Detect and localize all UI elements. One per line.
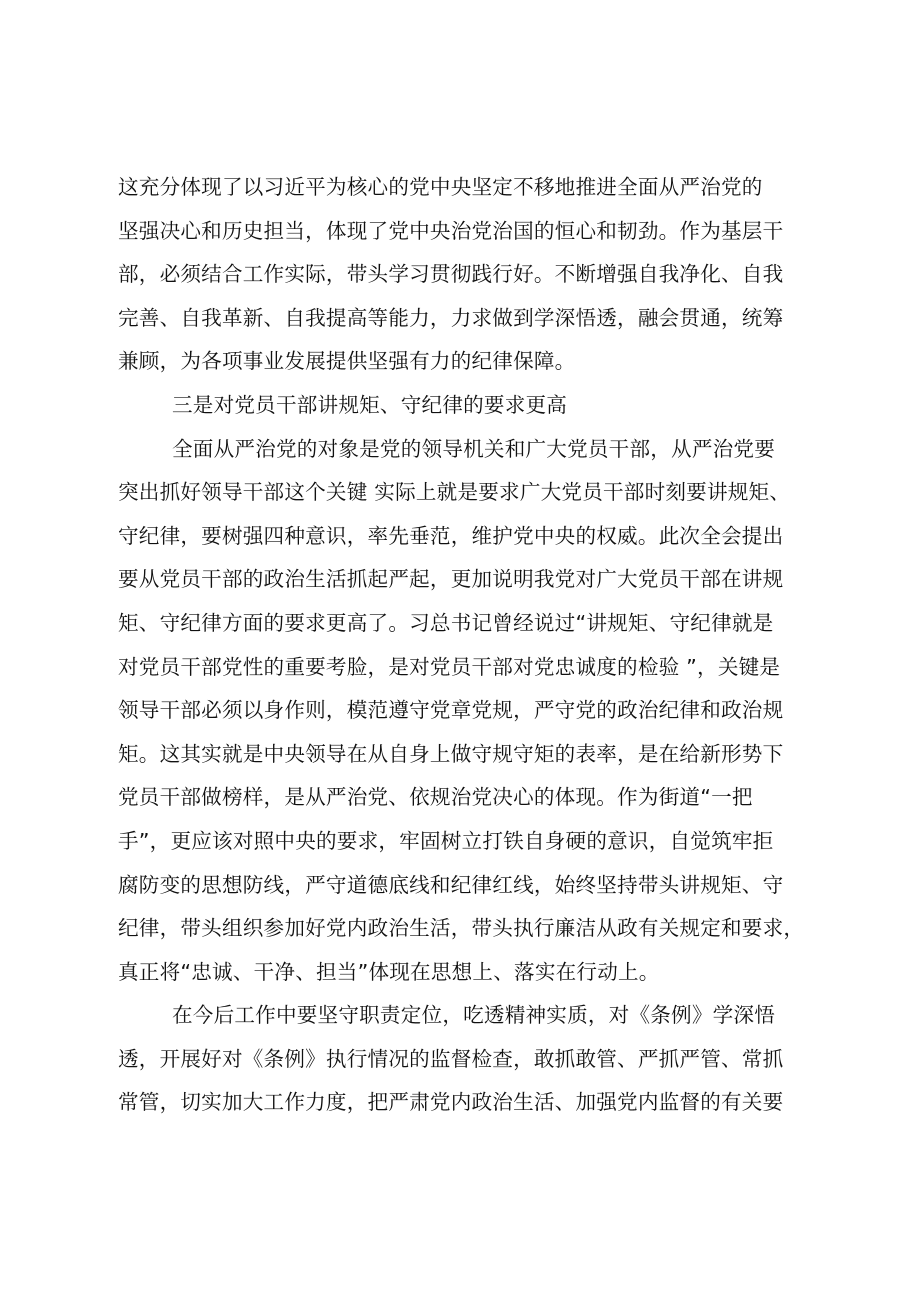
text-line: 守纪律，要树强四种意识，率先垂范，维护党中央的权威。此次全会提出 bbox=[118, 523, 784, 548]
text-line: 对党员干部党性的重要考脸，是对党员干部对党忠诚度的检验 ”，关键是 bbox=[118, 654, 781, 679]
text-line: 腐防变的思想防线，严守道德底线和纪律红线，始终坚持带头讲规矩、守 bbox=[118, 872, 784, 897]
text-line: 党员干部做榜样，是从严治党、依规治党决心的体现。作为街道“一把 bbox=[118, 785, 753, 810]
text-line: 突出抓好领导干部这个关键 实际上就是要求广大党员干部时刻要讲规矩、 bbox=[118, 480, 791, 505]
text-line: 纪律，带头组织参加好党内政治生活，带头执行廉洁从政有关规定和要求， bbox=[118, 916, 805, 941]
text-line: 这充分体现了以习近平为核心的党中央坚定不移地推进全面从严治党的 bbox=[118, 175, 763, 199]
text-line: 坚强决心和历史担当，体现了党中央治党治国的恒心和韧劲。作为基层干 bbox=[118, 218, 784, 243]
text-line: 常管，切实加大工作力度，把严肃党内政治生活、加强党内监督的有关要 bbox=[118, 1090, 784, 1115]
text-line: 部，必须结合工作实际，带头学习贯彻践行好。不断增强自我净化、自我 bbox=[118, 262, 784, 287]
body-text bbox=[118, 166, 812, 1125]
text-line: 完善、自我革新、自我提高等能力，力求做到学深悟透，融会贯通，统筹 bbox=[118, 305, 784, 330]
text-line: 透，开展好对《条例》执行情况的监督检查，敢抓敢管、严抓严管、常抓 bbox=[118, 1046, 784, 1071]
text-line: 矩。这其实就是中央领导在从自身上做守规守矩的表率，是在给新形势下 bbox=[118, 741, 784, 766]
section-heading: 三是对党员干部讲规矩、守纪律的要求更高 bbox=[172, 392, 568, 417]
text-line: 要从党员干部的政治生活抓起严起，更加说明我党对广大党员干部在讲规 bbox=[118, 567, 784, 592]
text-line: 真正将“忠诚、干净、担当”体现在思想上、落实在行动上。 bbox=[118, 959, 660, 984]
text-line: 矩、守纪律方面的要求更高了。习总书记曾经说过“讲规矩、守纪律就是 bbox=[118, 610, 774, 635]
paragraph-start: 在今后工作中要坚守职责定位，吃透精神实质，对《条例》学深悟 bbox=[172, 1003, 776, 1028]
text-line: 兼顾，为各项事业发展提供坚强有力的纪律保障。 bbox=[118, 349, 576, 374]
paragraph-start: 全面从严治党的对象是党的领导机关和广大党员干部，从严治党要 bbox=[172, 436, 776, 461]
text-line: 领导干部必须以身作则，模范遵守党章党规，严守党的政治纪律和政治规 bbox=[118, 698, 784, 723]
text-line: 手”，更应该对照中央的要求，牢固树立打铁自身硬的意识，自觉筑牢拒 bbox=[118, 828, 774, 853]
